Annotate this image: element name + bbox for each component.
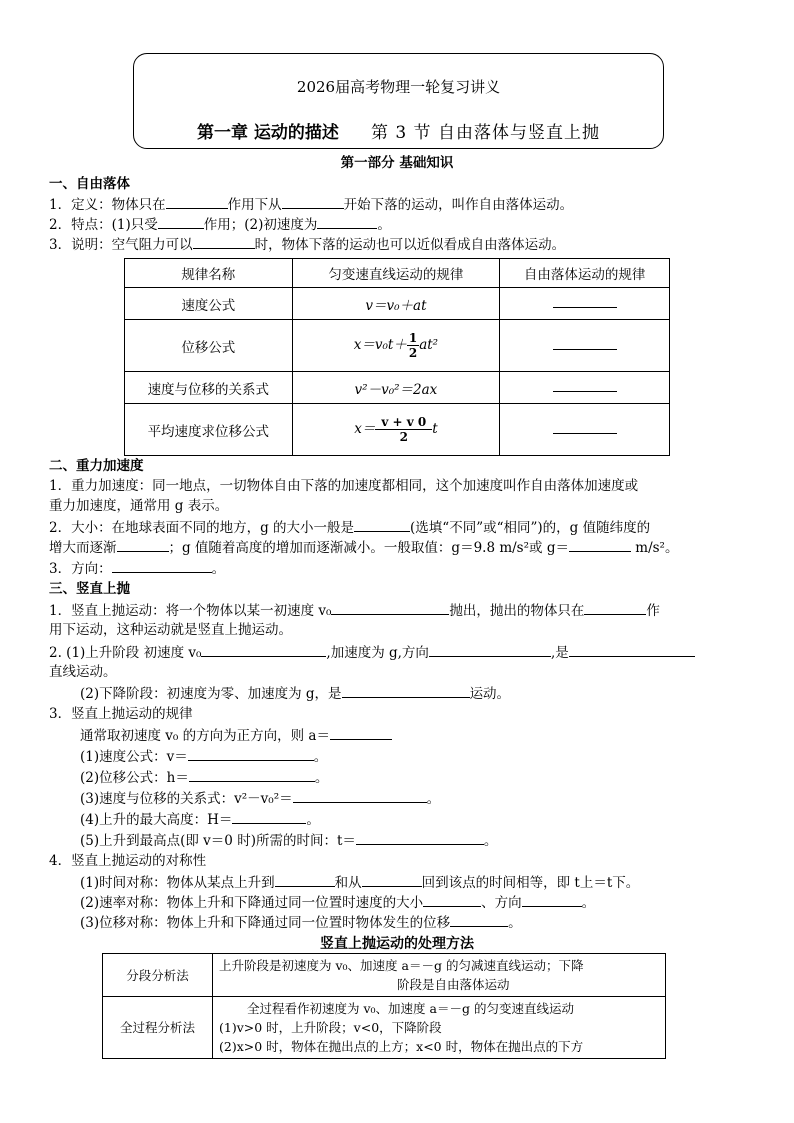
text: 增大而逐渐 — [49, 540, 117, 556]
s3-rule-max-height — [80, 809, 320, 830]
text: 。 — [426, 791, 441, 807]
text: (2)下降阶段：初速度为零、加速度为 g，是 — [80, 686, 342, 702]
text: 开始下落的运动，叫作自由落体运动。 — [343, 197, 574, 213]
text: 作用下从 — [227, 197, 282, 213]
title-box — [133, 53, 664, 149]
row-name: 位移公式 — [125, 320, 293, 372]
text: 3．方向： — [49, 561, 112, 577]
fraction-numerator: 1 — [408, 331, 418, 345]
text: 回到该点的时间相等，即 t上＝t下。 — [421, 875, 640, 891]
table-row — [125, 288, 670, 320]
text: 全过程看作初速度为 v₀、加速度 a＝－g 的匀变速直线运动 — [247, 1001, 574, 1016]
formula-text: x＝ — [354, 421, 376, 437]
fill-blank[interactable] — [317, 214, 377, 229]
fill-blank[interactable] — [522, 892, 582, 907]
answer-line[interactable] — [553, 382, 617, 392]
text: 抛出，抛出的物体只在 — [449, 603, 585, 619]
s3-line2a — [49, 642, 695, 663]
text: 2．特点：(1)只受 — [49, 217, 158, 233]
section-title: 第 3 节 自由落体与竖直上抛 — [370, 123, 600, 143]
fill-blank[interactable] — [362, 872, 422, 887]
answer-cell[interactable] — [500, 320, 670, 372]
text: 。 — [581, 895, 596, 911]
s3-line1a — [49, 600, 660, 621]
fill-blank[interactable] — [450, 912, 508, 927]
formula-text: x＝v₀t＋ — [353, 337, 407, 353]
method-label: 分段分析法 — [103, 954, 213, 997]
formula-average-velocity — [292, 404, 500, 456]
answer-line[interactable] — [553, 340, 617, 350]
text: (2)x>0 时，物体在抛出点的上方；x<0 时，物体在抛出点的下方 — [219, 1039, 584, 1054]
formula-displacement — [292, 320, 500, 372]
s3-rule-relation — [80, 788, 440, 809]
s1-line1 — [49, 194, 573, 215]
fill-blank[interactable] — [112, 558, 212, 573]
text: 。 — [211, 561, 226, 577]
document-title: 2026届高考物理一轮复习讲义 — [296, 78, 501, 96]
text: (2)速率对称：物体上升和下降通过同一位置时速度的大小 — [80, 895, 424, 911]
answer-cell[interactable] — [500, 372, 670, 404]
text: 。 — [508, 915, 522, 931]
section-1-heading: 一、自由落体 — [49, 176, 130, 192]
text: 作用；(2)初速度为 — [203, 217, 318, 233]
fill-blank[interactable] — [117, 537, 169, 552]
text: 。 — [314, 770, 329, 786]
row-name: 平均速度求位移公式 — [125, 404, 293, 456]
table-header-row — [125, 259, 670, 288]
s3-rule-displacement — [80, 767, 328, 788]
text: 1．定义：物体只在 — [49, 197, 166, 213]
table-header: 规律名称 — [125, 259, 293, 288]
text: 1．竖直上抛运动：将一个物体以某一初速度 v₀ — [49, 603, 332, 619]
text: 、方向 — [481, 895, 522, 911]
fill-blank[interactable] — [189, 767, 315, 782]
table-header: 匀变速直线运动的规律 — [292, 259, 500, 288]
fill-blank[interactable] — [331, 600, 449, 615]
fill-blank[interactable] — [584, 600, 646, 615]
s2-line2a — [49, 517, 650, 538]
s2-line1a: 1．重力加速度：同一地点，一切物体自由下落的加速度都相同，这个加速度叫作自由落体加速度或 — [49, 478, 639, 494]
answer-cell[interactable] — [500, 288, 670, 320]
chapter-section-line — [134, 118, 663, 143]
text: 时，物体下落的运动也可以近似看成自由落体运动。 — [254, 237, 566, 253]
answer-cell[interactable] — [500, 404, 670, 456]
method-description — [213, 997, 666, 1059]
text: (1)v>0 时，上升阶段；v<0，下降阶段 — [219, 1020, 442, 1035]
answer-line[interactable] — [553, 298, 617, 308]
text: (选填“不同”或“相同”)的，g 值随纬度的 — [410, 520, 651, 536]
fill-blank[interactable] — [166, 194, 228, 209]
row-name: 速度与位移的关系式 — [125, 372, 293, 404]
s3-line2c — [80, 683, 510, 704]
formula-text: t — [432, 421, 438, 437]
text: ；g 值随着高度的增加而逐渐减小。一般取值：g＝9.8 m/s²或 g＝ — [168, 540, 569, 556]
fill-blank[interactable] — [275, 872, 335, 887]
fill-blank[interactable] — [429, 642, 551, 657]
formula-velocity-displacement — [292, 372, 500, 404]
s3-line1b: 用下运动，这种运动就是竖直上抛运动。 — [49, 622, 292, 638]
fill-blank[interactable] — [282, 194, 344, 209]
section-3-heading: 三、竖直上抛 — [49, 581, 130, 597]
text: (1)速度公式：v＝ — [80, 749, 188, 765]
fill-blank[interactable] — [356, 830, 484, 845]
formula-velocity — [292, 288, 500, 320]
text: m/s²。 — [635, 540, 679, 556]
text: 通常取初速度 v₀ 的方向为正方向，则 a＝ — [80, 728, 330, 744]
text: 。 — [306, 812, 320, 828]
text: 3．说明：空气阻力可以 — [49, 237, 193, 253]
fill-blank[interactable] — [232, 809, 306, 824]
rules-table — [124, 258, 670, 456]
fill-blank[interactable] — [330, 725, 392, 740]
text: (5)上升到最高点(即 v＝0 时)所需的时间：t＝ — [80, 833, 356, 849]
table-row — [125, 372, 670, 404]
fill-blank[interactable] — [193, 234, 255, 249]
text: (4)上升的最大高度：H＝ — [80, 812, 233, 828]
text: 阶段是自由落体运动 — [397, 977, 510, 992]
text: 。 — [483, 833, 498, 849]
method-table — [102, 953, 666, 1059]
fill-blank[interactable] — [342, 683, 470, 698]
part-title: 第一部分 基础知识 — [340, 155, 454, 171]
row-name: 速度公式 — [125, 288, 293, 320]
s3-rule-velocity — [80, 746, 327, 767]
fill-blank[interactable] — [569, 537, 631, 552]
s2-line3 — [49, 558, 225, 579]
s2-line2b — [49, 537, 678, 558]
s3-rules-heading: 3．竖直上抛运动的规律 — [49, 706, 193, 722]
fill-blank[interactable] — [293, 788, 427, 803]
table-row — [125, 320, 670, 372]
s1-line2 — [49, 214, 391, 235]
text: (2)位移公式：h＝ — [80, 770, 189, 786]
method-label: 全过程分析法 — [103, 997, 213, 1059]
table-row — [125, 404, 670, 456]
formula-text: at² — [419, 337, 439, 353]
table-header: 自由落体运动的规律 — [500, 259, 670, 288]
text: 2. (1)上升阶段 初速度 v₀ — [49, 645, 202, 661]
s3-symmetry-time — [80, 872, 639, 893]
s3-rule-time — [80, 830, 497, 851]
text: ,加速度为 g,方向 — [326, 645, 429, 661]
chapter-title: 第一章 运动的描述 — [197, 123, 339, 143]
fraction — [375, 415, 432, 444]
fill-blank[interactable] — [201, 642, 326, 657]
s1-line3 — [49, 234, 565, 255]
text: 运动。 — [469, 686, 511, 702]
text: (1)时间对称：物体从某点上升到 — [80, 875, 275, 891]
s3-rule-a — [80, 725, 392, 746]
text: 。 — [377, 217, 391, 233]
fraction-numerator: v + v 0 — [375, 415, 432, 430]
method-description — [213, 954, 666, 997]
text: (3)速度与位移的关系式：v²－v₀²＝ — [80, 791, 293, 807]
text: 上升阶段是初速度为 v₀、加速度 a＝－g 的匀减速直线运动；下降 — [219, 958, 584, 973]
text: 。 — [313, 749, 328, 765]
method-table-title: 竖直上抛运动的处理方法 — [320, 936, 474, 952]
fill-blank[interactable] — [158, 214, 204, 229]
fraction — [407, 331, 419, 360]
text: (3)位移对称：物体上升和下降通过同一位置时物体发生的位移 — [80, 915, 451, 931]
fraction-denominator: 2 — [408, 346, 418, 360]
fill-blank[interactable] — [188, 746, 314, 761]
text: 和从 — [334, 875, 362, 891]
formula-text: v＝v₀＋at — [365, 297, 427, 314]
answer-line[interactable] — [553, 424, 617, 434]
s3-symmetry-speed — [80, 892, 595, 913]
s3-symmetry-displacement — [80, 912, 522, 933]
fraction-denominator: 2 — [399, 430, 408, 444]
text: 2．大小：在地球表面不同的地方，g 的大小一般是 — [49, 520, 355, 536]
text: ,是 — [550, 645, 569, 661]
table-row — [103, 954, 666, 997]
section-2-heading: 二、重力加速度 — [49, 458, 144, 474]
fill-blank[interactable] — [423, 892, 481, 907]
fill-blank[interactable] — [569, 642, 695, 657]
s3-symmetry-heading: 4．竖直上抛运动的对称性 — [49, 853, 207, 869]
s3-line2b: 直线运动。 — [49, 664, 117, 680]
formula-text: v²－v₀²＝2ax — [354, 381, 438, 398]
table-row — [103, 997, 666, 1059]
fill-blank[interactable] — [354, 517, 410, 532]
s2-line1b: 重力加速度，通常用 g 表示。 — [49, 498, 229, 514]
text: 作 — [646, 603, 660, 619]
